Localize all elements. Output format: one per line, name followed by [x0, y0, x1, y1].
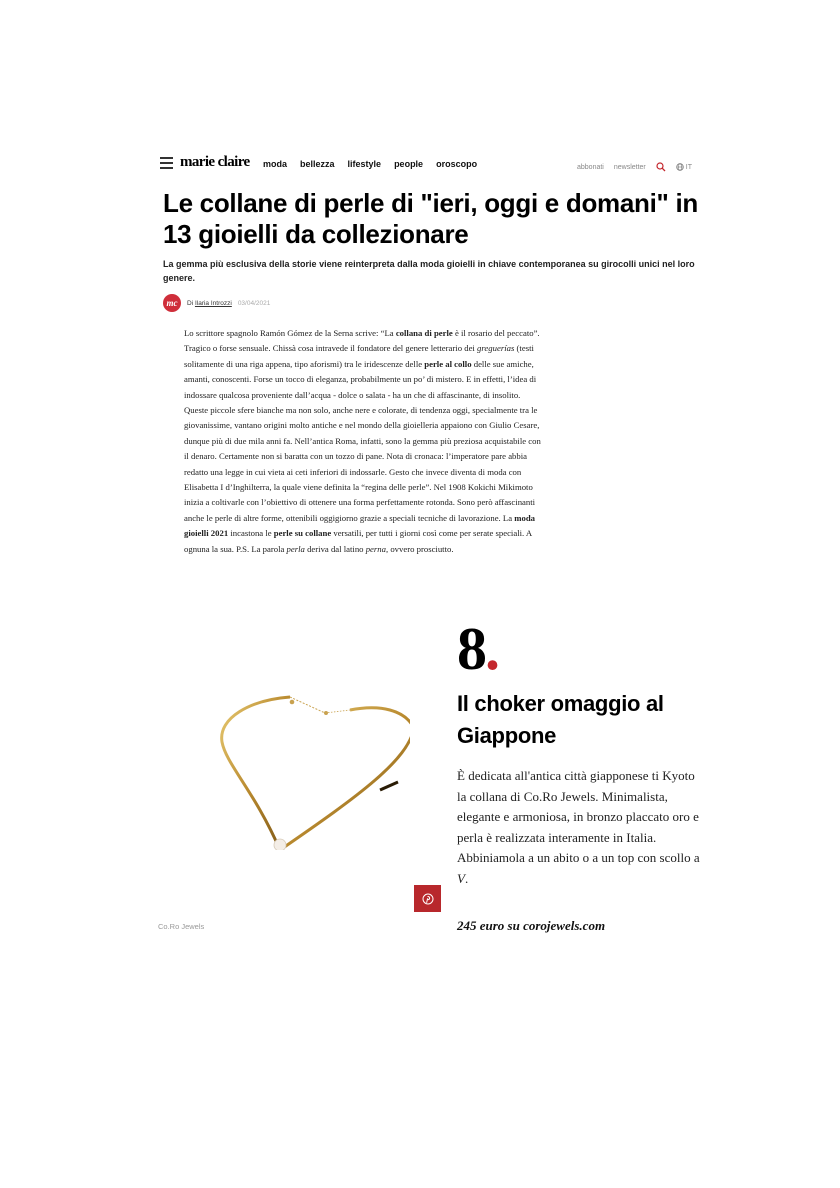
body-text-segment: incastona le [228, 528, 274, 539]
utility-nav [577, 162, 692, 172]
body-text-segment: , ovvero prosciutto. [385, 543, 454, 554]
product-number: 8. [457, 616, 498, 682]
globe-icon [676, 163, 684, 171]
language-selector[interactable] [676, 163, 692, 171]
body-text-segment: Lo scrittore spagnolo Ramón Gómez de la Serna scrive: “La [184, 328, 396, 338]
nav-item-bellezza[interactable]: bellezza [300, 159, 335, 169]
nav-item-moda[interactable]: moda [263, 159, 288, 169]
nav-item-lifestyle[interactable]: lifestyle [347, 159, 382, 169]
body-text-segment: delle sue amiche, amanti, conoscenti. Forse un tocco di eleganza, probabilmente un po’ di mistero. E in effetti, l’idea di indossare qualcosa proveniente dall’acqua - dolce o salata - ha un che di affascinante, di insolito. Queste piccole sfere bianche ma non solo, anche nere e colorate, di tendenza oggi, specialmente tra le giovanissime, vantano origini molto antiche e nel mondo della gioielleria appaiono con Giulio Cesare, dunque più di due mila anni fa. Nell’antica Roma, infatti, sono la gemma più preziosa acquistabile con il denaro. Certamente non si baratta con un tozzo di pane. Nota di cronaca: l’imperatore pare abbia redatto una legge in cui vieta ai ceti inferiori di indossarle. Gesto che invece diventa di moda con Elisabetta I d’Inghilterra, la quale viene definita la “regina delle perle”. Nel 1908 Kokichi Mikimoto inizia a coltivarle con l’obiettivo di ottenere una forma perfettamente rotonda. Sono però affascinanti anche le perle di altre forme, ottenibili oggigiorno grazie a speciali tecniche di lavorazione. La [184, 358, 541, 523]
nav-item-oroscopo[interactable]: oroscopo [436, 159, 478, 169]
body-text-segment: perna [365, 543, 386, 554]
nav-item-people[interactable]: people [394, 159, 424, 169]
product-number-value: 8 [457, 616, 485, 682]
publish-date: 03/04/2021 [237, 299, 271, 307]
language-label: IT [685, 163, 692, 171]
article-title: Le collane di perle di "ieri, oggi e domani" in 13 gioielli da collezionare [163, 188, 698, 249]
body-text-segment: moda gioielli 2021 [184, 512, 535, 539]
description-text-segment: È dedicata all'antica città giapponese ti Kyoto la collana di Co.Ro Jewels. Minimalista, elegante e armoniosa, in bronzo placcato oro e perla è realizzata interamente in Italia. Abbiniamola a un abito o a un top con scollo a [457, 768, 700, 865]
newsletter-link[interactable]: newsletter [613, 163, 646, 171]
body-text-segment: greguerías [477, 343, 515, 354]
body-text-segment: perle su collane [273, 528, 332, 539]
article-body [184, 326, 544, 557]
description-text-segment: V [457, 870, 465, 886]
description-text-segment: . [464, 870, 469, 886]
body-text-segment: collana di perle [395, 328, 453, 338]
product-description [457, 766, 707, 889]
body-text-segment: (testi solitamente di una riga appena, tipo aforismi) tra le iridescenze delle [184, 343, 534, 369]
author-avatar: mc [163, 294, 181, 312]
body-text-segment: perla [286, 543, 305, 554]
body-text-segment: perle al collo [424, 358, 472, 369]
pinterest-icon [422, 893, 434, 905]
byline [163, 294, 270, 312]
subscribe-link[interactable]: abbonati [577, 163, 604, 171]
main-nav [263, 159, 477, 169]
body-text-segment: deriva dal latino [304, 543, 366, 554]
body-text-segment: versatili, per tutti i giorni così come per serate speciali. A ognuna la sua. P.S. La parola [184, 528, 532, 554]
product-title: Il choker omaggio al Giappone [457, 691, 664, 748]
choker-necklace-image [210, 680, 410, 850]
pinterest-share-button[interactable] [414, 885, 441, 912]
image-credit: Co.Ro Jewels [158, 922, 205, 931]
site-logo[interactable]: marie claire [180, 154, 250, 170]
author-link[interactable]: Ilaria Introzzi [194, 299, 232, 307]
article-subtitle: La gemma più esclusiva della storie viene reinterpreta dalla moda gioielli in chiave contemporanea su girocolli unici nel loro genere. [163, 259, 695, 283]
menu-icon[interactable] [160, 157, 173, 169]
product-price[interactable]: 245 euro su corojewels.com [457, 918, 606, 933]
byline-prefix: Di [187, 299, 194, 307]
search-icon[interactable] [656, 162, 666, 172]
body-text-segment: è il rosario del peccato”. Tragico o forse sensuale. Chissà cosa intravede il fondatore del genere letterario dei [184, 328, 540, 354]
